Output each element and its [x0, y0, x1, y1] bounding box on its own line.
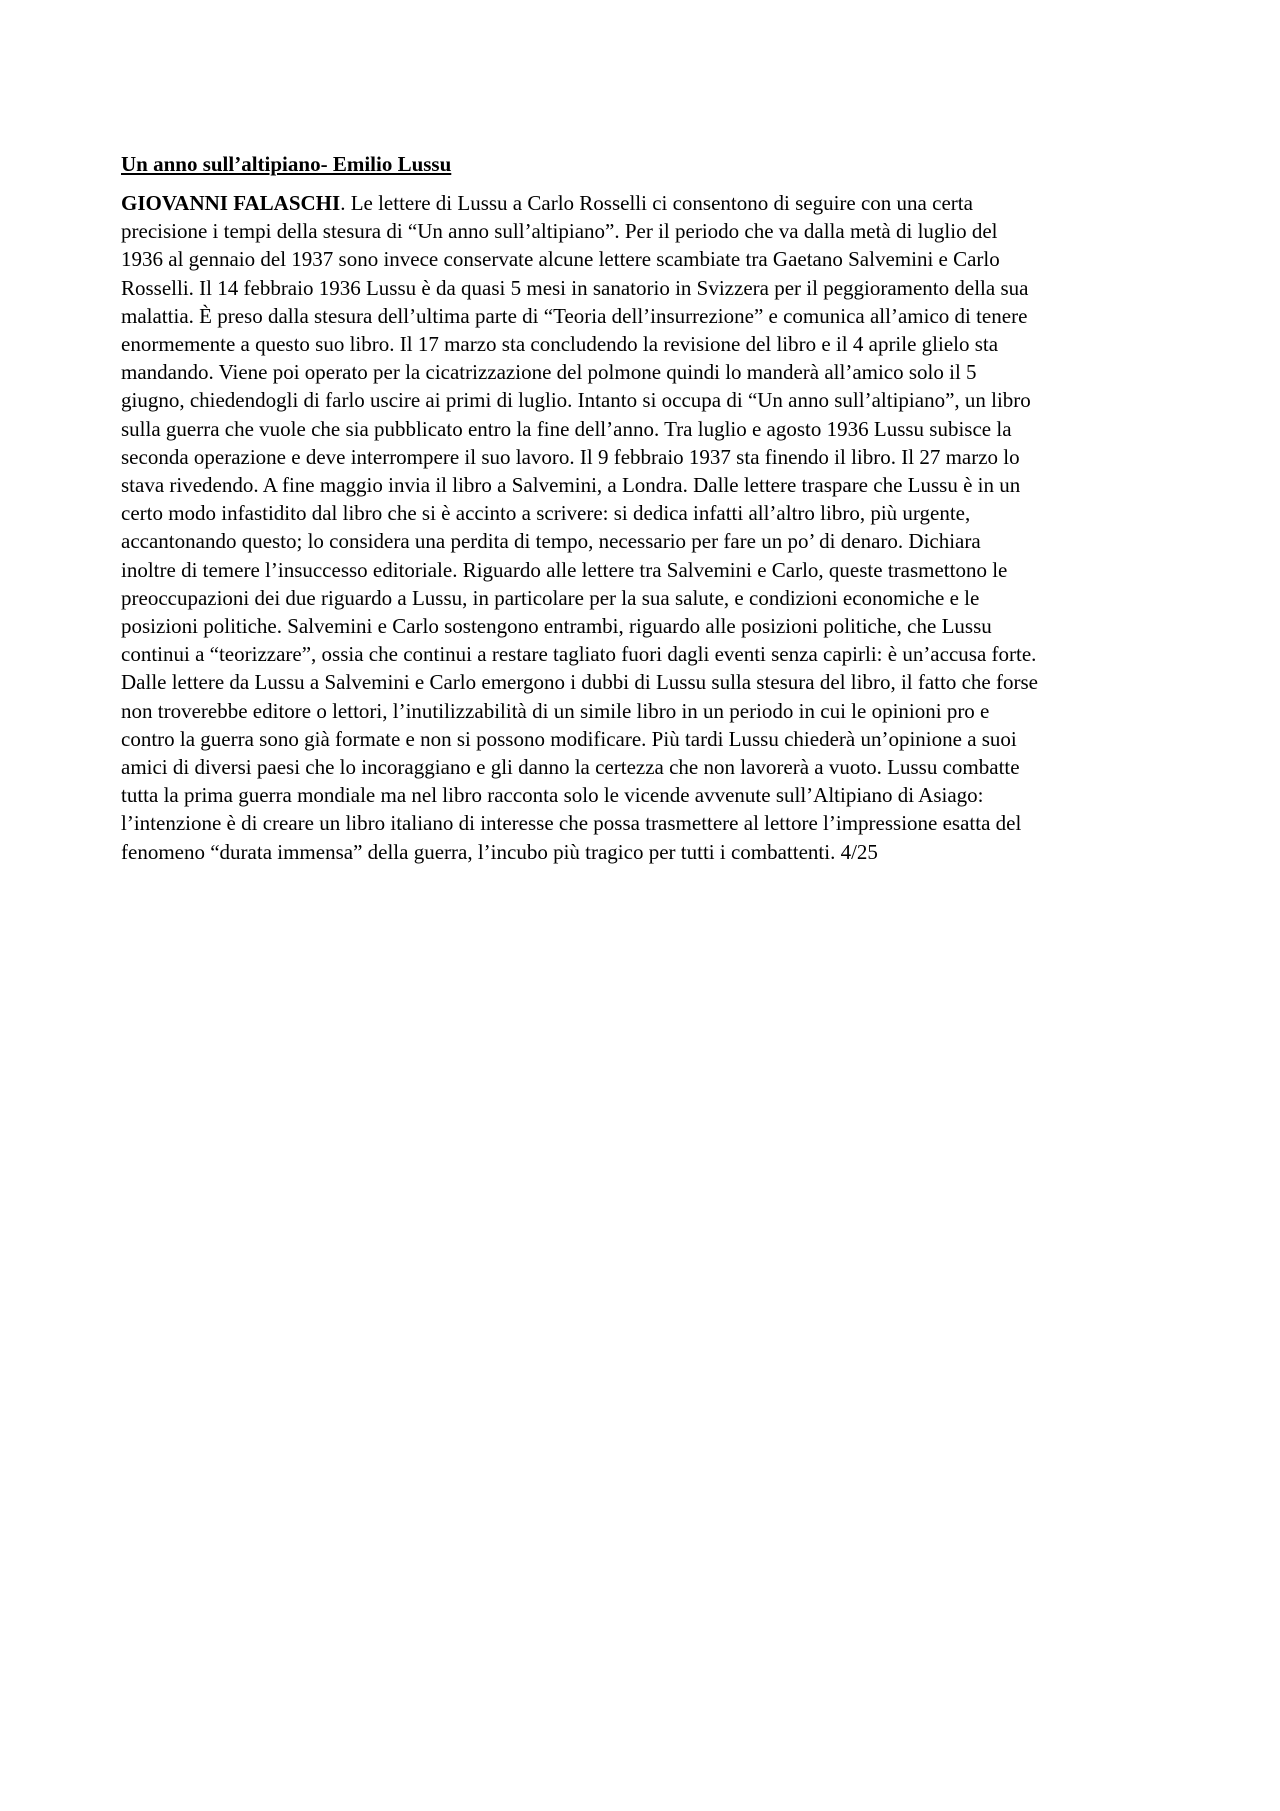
body-line: Dalle lettere da Lussu a Salvemini e Carlo emergono i dubbi di Lussu sulla stesura del libro, il fatto che forse	[121, 670, 1038, 695]
body-line: tutta la prima guerra mondiale ma nel libro racconta solo le vicende avvenute sull’Altipiano di Asiago:	[121, 783, 984, 808]
document-body	[121, 189, 1159, 866]
body-line: seconda operazione e deve interrompere il suo lavoro. Il 9 febbraio 1937 sta finendo il libro. Il 27 marzo lo	[121, 444, 1020, 469]
body-line: preoccupazioni dei due riguardo a Lussu, in particolare per la sua salute, e condizioni economiche e le	[121, 585, 980, 610]
body-line-first	[121, 189, 1159, 217]
body-line: contro la guerra sono già formate e non si possono modificare. Più tardi Lussu chiederà un’opinione a suoi	[121, 726, 1017, 751]
body-line: l’intenzione è di creare un libro italiano di interesse che possa trasmettere al lettore l’impressione esatta del	[121, 811, 1022, 836]
body-line: malattia. È preso dalla stesura dell’ultima parte di “Teoria dell’insurrezione” e comunica all’amico di tenere	[121, 303, 1028, 328]
body-line: mandando. Viene poi operato per la cicatrizzazione del polmone quindi lo manderà all’amico solo il 5	[121, 360, 977, 385]
document-title: Un anno sull’altipiano- Emilio Lussu	[121, 152, 452, 176]
body-line: stava rivedendo. A fine maggio invia il libro a Salvemini, a Londra. Dalle lettere traspare che Lussu è in un	[121, 473, 1021, 498]
body-line: posizioni politiche. Salvemini e Carlo sostengono entrambi, riguardo alle posizioni politiche, che Lussu	[121, 614, 992, 639]
body-line: enormemente a questo suo libro. Il 17 marzo sta concludendo la revisione del libro e il 4 aprile glielo sta	[121, 332, 999, 357]
body-line: certo modo infastidito dal libro che si è accinto a scrivere: si dedica infatti all’altro libro, più urgente,	[121, 501, 971, 526]
body-line: sulla guerra che vuole che sia pubblicato entro la fine dell’anno. Tra luglio e agosto 1936 Lussu subisce la	[121, 416, 1012, 441]
author-name: GIOVANNI FALASCHI	[121, 191, 341, 215]
body-line: fenomeno “durata immensa” della guerra, l’incubo più tragico per tutti i combattenti. 4/25	[121, 839, 878, 864]
body-line-text: . Le lettere di Lussu a Carlo Rosselli ci consentono di seguire con una certa	[340, 191, 973, 215]
body-line: inoltre di temere l’insuccesso editoriale. Riguardo alle lettere tra Salvemini e Carlo, queste trasmettono le	[121, 557, 1008, 582]
body-line: precisione i tempi della stesura di “Un anno sull’altipiano”. Per il periodo che va dalla metà di luglio del	[121, 219, 998, 244]
body-line: 1936 al gennaio del 1937 sono invece conservate alcune lettere scambiate tra Gaetano Salvemini e Carlo	[121, 247, 1000, 272]
body-line: amici di diversi paesi che lo incoraggiano e gli danno la certezza che non lavorerà a vuoto. Lussu combatte	[121, 755, 1020, 780]
body-line: non troverebbe editore o lettori, l’inutilizzabilità di un simile libro in un periodo in cui le opinioni pro e	[121, 698, 990, 723]
body-line: giugno, chiedendogli di farlo uscire ai primi di luglio. Intanto si occupa di “Un anno sull’altipiano”, un libro	[121, 388, 1031, 413]
body-line: Rosselli. Il 14 febbraio 1936 Lussu è da quasi 5 mesi in sanatorio in Svizzera per il peggioramento della sua	[121, 275, 1029, 300]
body-line: accantonando questo; lo considera una perdita di tempo, necessario per fare un po’ di denaro. Dichiara	[121, 529, 981, 554]
body-line: continui a “teorizzare”, ossia che continui a restare tagliato fuori dagli eventi senza capirli: è un’accusa forte.	[121, 642, 1037, 667]
document-content	[121, 149, 1159, 866]
